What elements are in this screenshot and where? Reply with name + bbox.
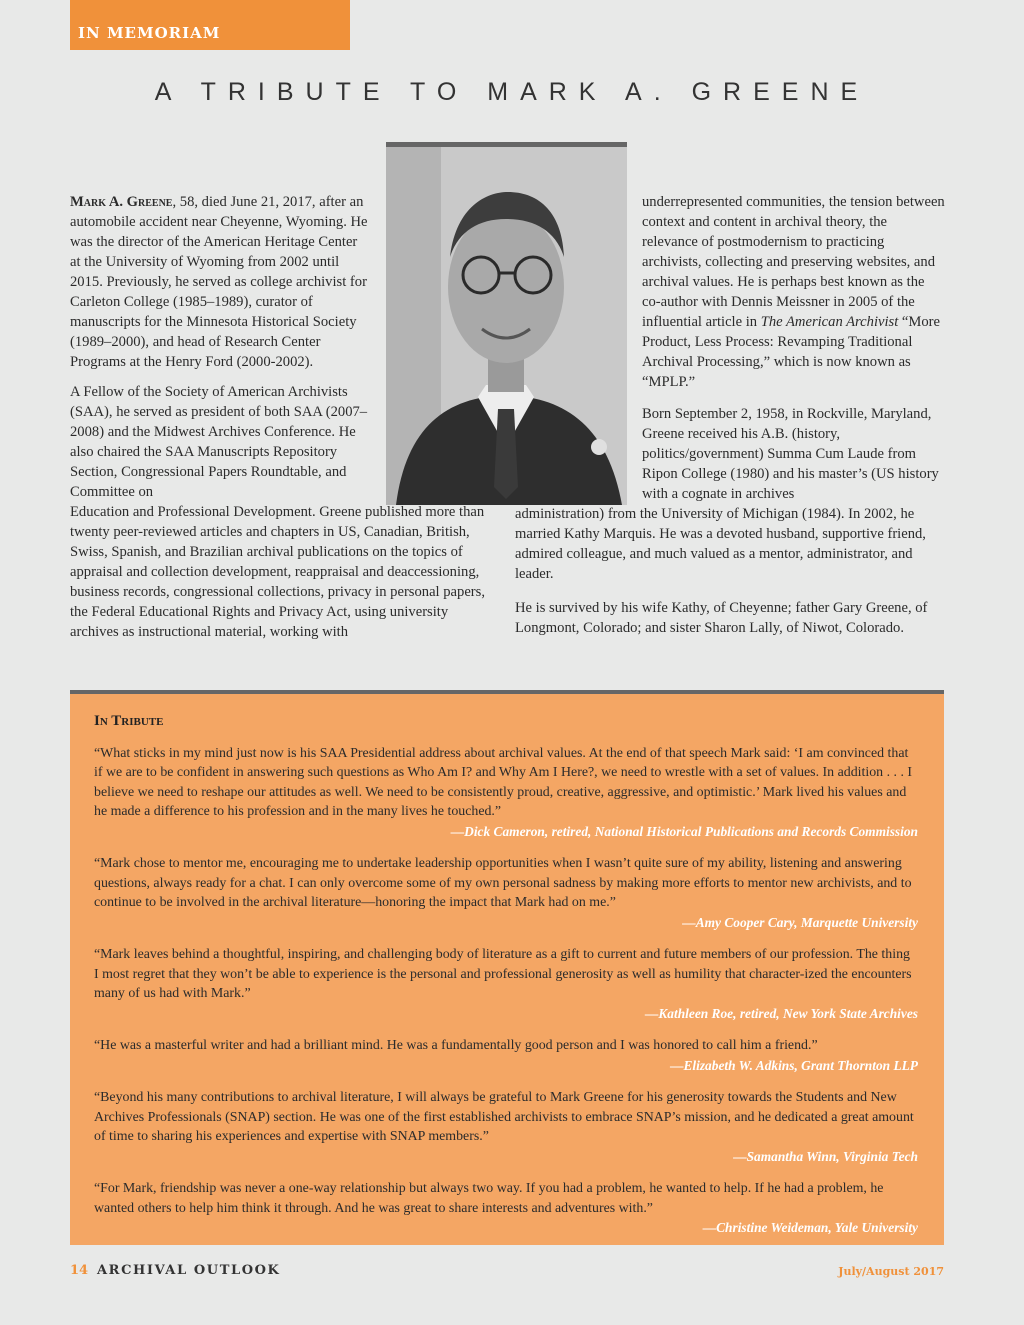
tribute-box (70, 694, 944, 1245)
quote-attribution: —Elizabeth W. Adkins, Grant Thornton LLP (670, 1057, 918, 1073)
issue-date: July/August 2017 (838, 1265, 944, 1278)
tribute-quote (94, 1088, 918, 1166)
tribute-heading: In Tribute (94, 713, 164, 729)
tribute-quote (94, 1179, 918, 1238)
quote-attribution: —Samantha Winn, Virginia Tech (733, 1148, 918, 1164)
quote-text: “He was a masterful writer and had a brilliant mind. He was a fundamentally good person and I was honored to call him a friend.” (94, 1038, 818, 1053)
page-title: A TRIBUTE TO MARK A. GREENE (154, 78, 870, 106)
quote-text: “Mark chose to mentor me, encouraging me to undertake leadership opportunities when I wasn’t quite sure of my ability, listening and answering questions, always ready for a chat. I can only overcome some of my own personal sadness by making more efforts to mentor new archivists, and to continue to be involved in the archival literature—honoring the impact that Mark had on me.” (94, 856, 912, 910)
journal-title: The American Archivist (760, 314, 899, 330)
quote-attribution: —Dick Cameron, retired, National Historical Publications and Records Commission (450, 823, 918, 839)
quote-text: “Mark leaves behind a thoughtful, inspiring, and challenging body of literature as a gift to current and future members of our profession. The thing I most regret that they won’t be able to experience is the personal and professional generosity as well as humility that character-ized the encounters many of us had with Mark.” (94, 947, 912, 1001)
tribute-quote (94, 854, 918, 932)
person-name: Mark A. Greene (70, 194, 173, 210)
article-paragraph-4: Born September 2, 1958, in Rockville, Maryland, Greene received his A.B. (history, politics/government) Summa Cum Laude from Ripon College (1980) and his master’s (US history with a cognate in archives administration) from the University of Michigan (1984). In 2002, he married Kathy Marquis. He was a devoted husband, supportive friend, admired colleague, and much valued as a mentor, administrator, and leader. (515, 406, 939, 582)
section-tag: IN MEMORIAM (70, 0, 350, 50)
tribute-quote (94, 744, 918, 842)
quote-attribution: —Kathleen Roe, retired, New York State Archives (644, 1005, 918, 1021)
quote-text: “For Mark, friendship was never a one-way relationship but always two way. If you had a problem, he wanted to help. If he had a problem, he wanted others to help him think it through. And he was great to share interests and adventures with.” (94, 1181, 884, 1216)
publication-name: ARCHIVAL OUTLOOK (97, 1263, 281, 1278)
article-paragraph-5: He is survived by his wife Kathy, of Cheyenne; father Gary Greene, of Longmont, Colorado; and sister Sharon Lally, of Niwot, Colorado. (515, 600, 928, 636)
article-paragraph-3: underrepresented communities, the tension between context and content in archival theory, the relevance of postmodernism to practicing archivists, collecting and preserving websites, and archival values. He is perhaps best known as the co-author with Dennis Meissner in 2005 of the influential article in The American Archivist “More Product, Less Process: Revamping Traditional Archival Processing,” which is now known as “MPLP.” (642, 194, 945, 390)
quote-attribution: —Christine Weideman, Yale University (702, 1220, 918, 1235)
article-left-column (70, 192, 490, 642)
tribute-quote (94, 945, 918, 1023)
quote-text: “Beyond his many contributions to archival literature, I will always be grateful to Mark Greene for his generosity towards the Students and New Archives Professionals (SNAP) section. He was one of the first established archivists to embrace SNAP’s mission, and he dedicated a great amount of time to sharing his experiences and expertise with SNAP members.” (94, 1090, 914, 1144)
quote-text: “What sticks in my mind just now is his SAA Presidential address about archival values. At the end of that speech Mark said: ‘I am convinced that if we are to be confident in answering such questions as Who Am I? and Why Am I Here?, we need to wrestle with a set of values. In addition . . . I believe we need to reshape our attitudes as well. We need to be consistently proud, creative, aggressive, and optimistic.’ Mark lived his values and he made a difference to his profession and in the many lives he touched.” (94, 745, 913, 819)
article-paragraph-1: Mark A. Greene, 58, died June 21, 2017, after an automobile accident near Cheyenne, Wyoming. He was the director of the American Heritage Center at the University of Wyoming from 2002 until 2015. Previously, he served as college archivist for Carleton College (1985–1989), curator of manuscripts for the Minnesota Historical Society (1989–2000), and head of Research Center Programs at the Henry Ford (2000-2002). (70, 194, 368, 370)
article-right-column (515, 192, 945, 648)
quote-attribution: —Amy Cooper Cary, Marquette University (682, 914, 918, 930)
tribute-quote (94, 1036, 918, 1075)
page-number: 14 (70, 1263, 89, 1278)
article-paragraph-2: A Fellow of the Society of American Archivists (SAA), he served as president of both SAA (2007–2008) and the Midwest Archives Conference. He also chaired the SAA Manuscripts Repository Section, Congressional Papers Roundtable, and Committee on Education and Professional Development. Greene published more than twenty peer-reviewed articles and chapters in US, Canadian, British, Swiss, Spanish, and Brazilian archival publications on the topics of appraisal and collection development, reappraisal and deaccessioning, business records, congressional collections, privacy in personal papers, the Federal Educational Rights and Privacy Act, using university archives as instructional material, working with (70, 384, 485, 640)
